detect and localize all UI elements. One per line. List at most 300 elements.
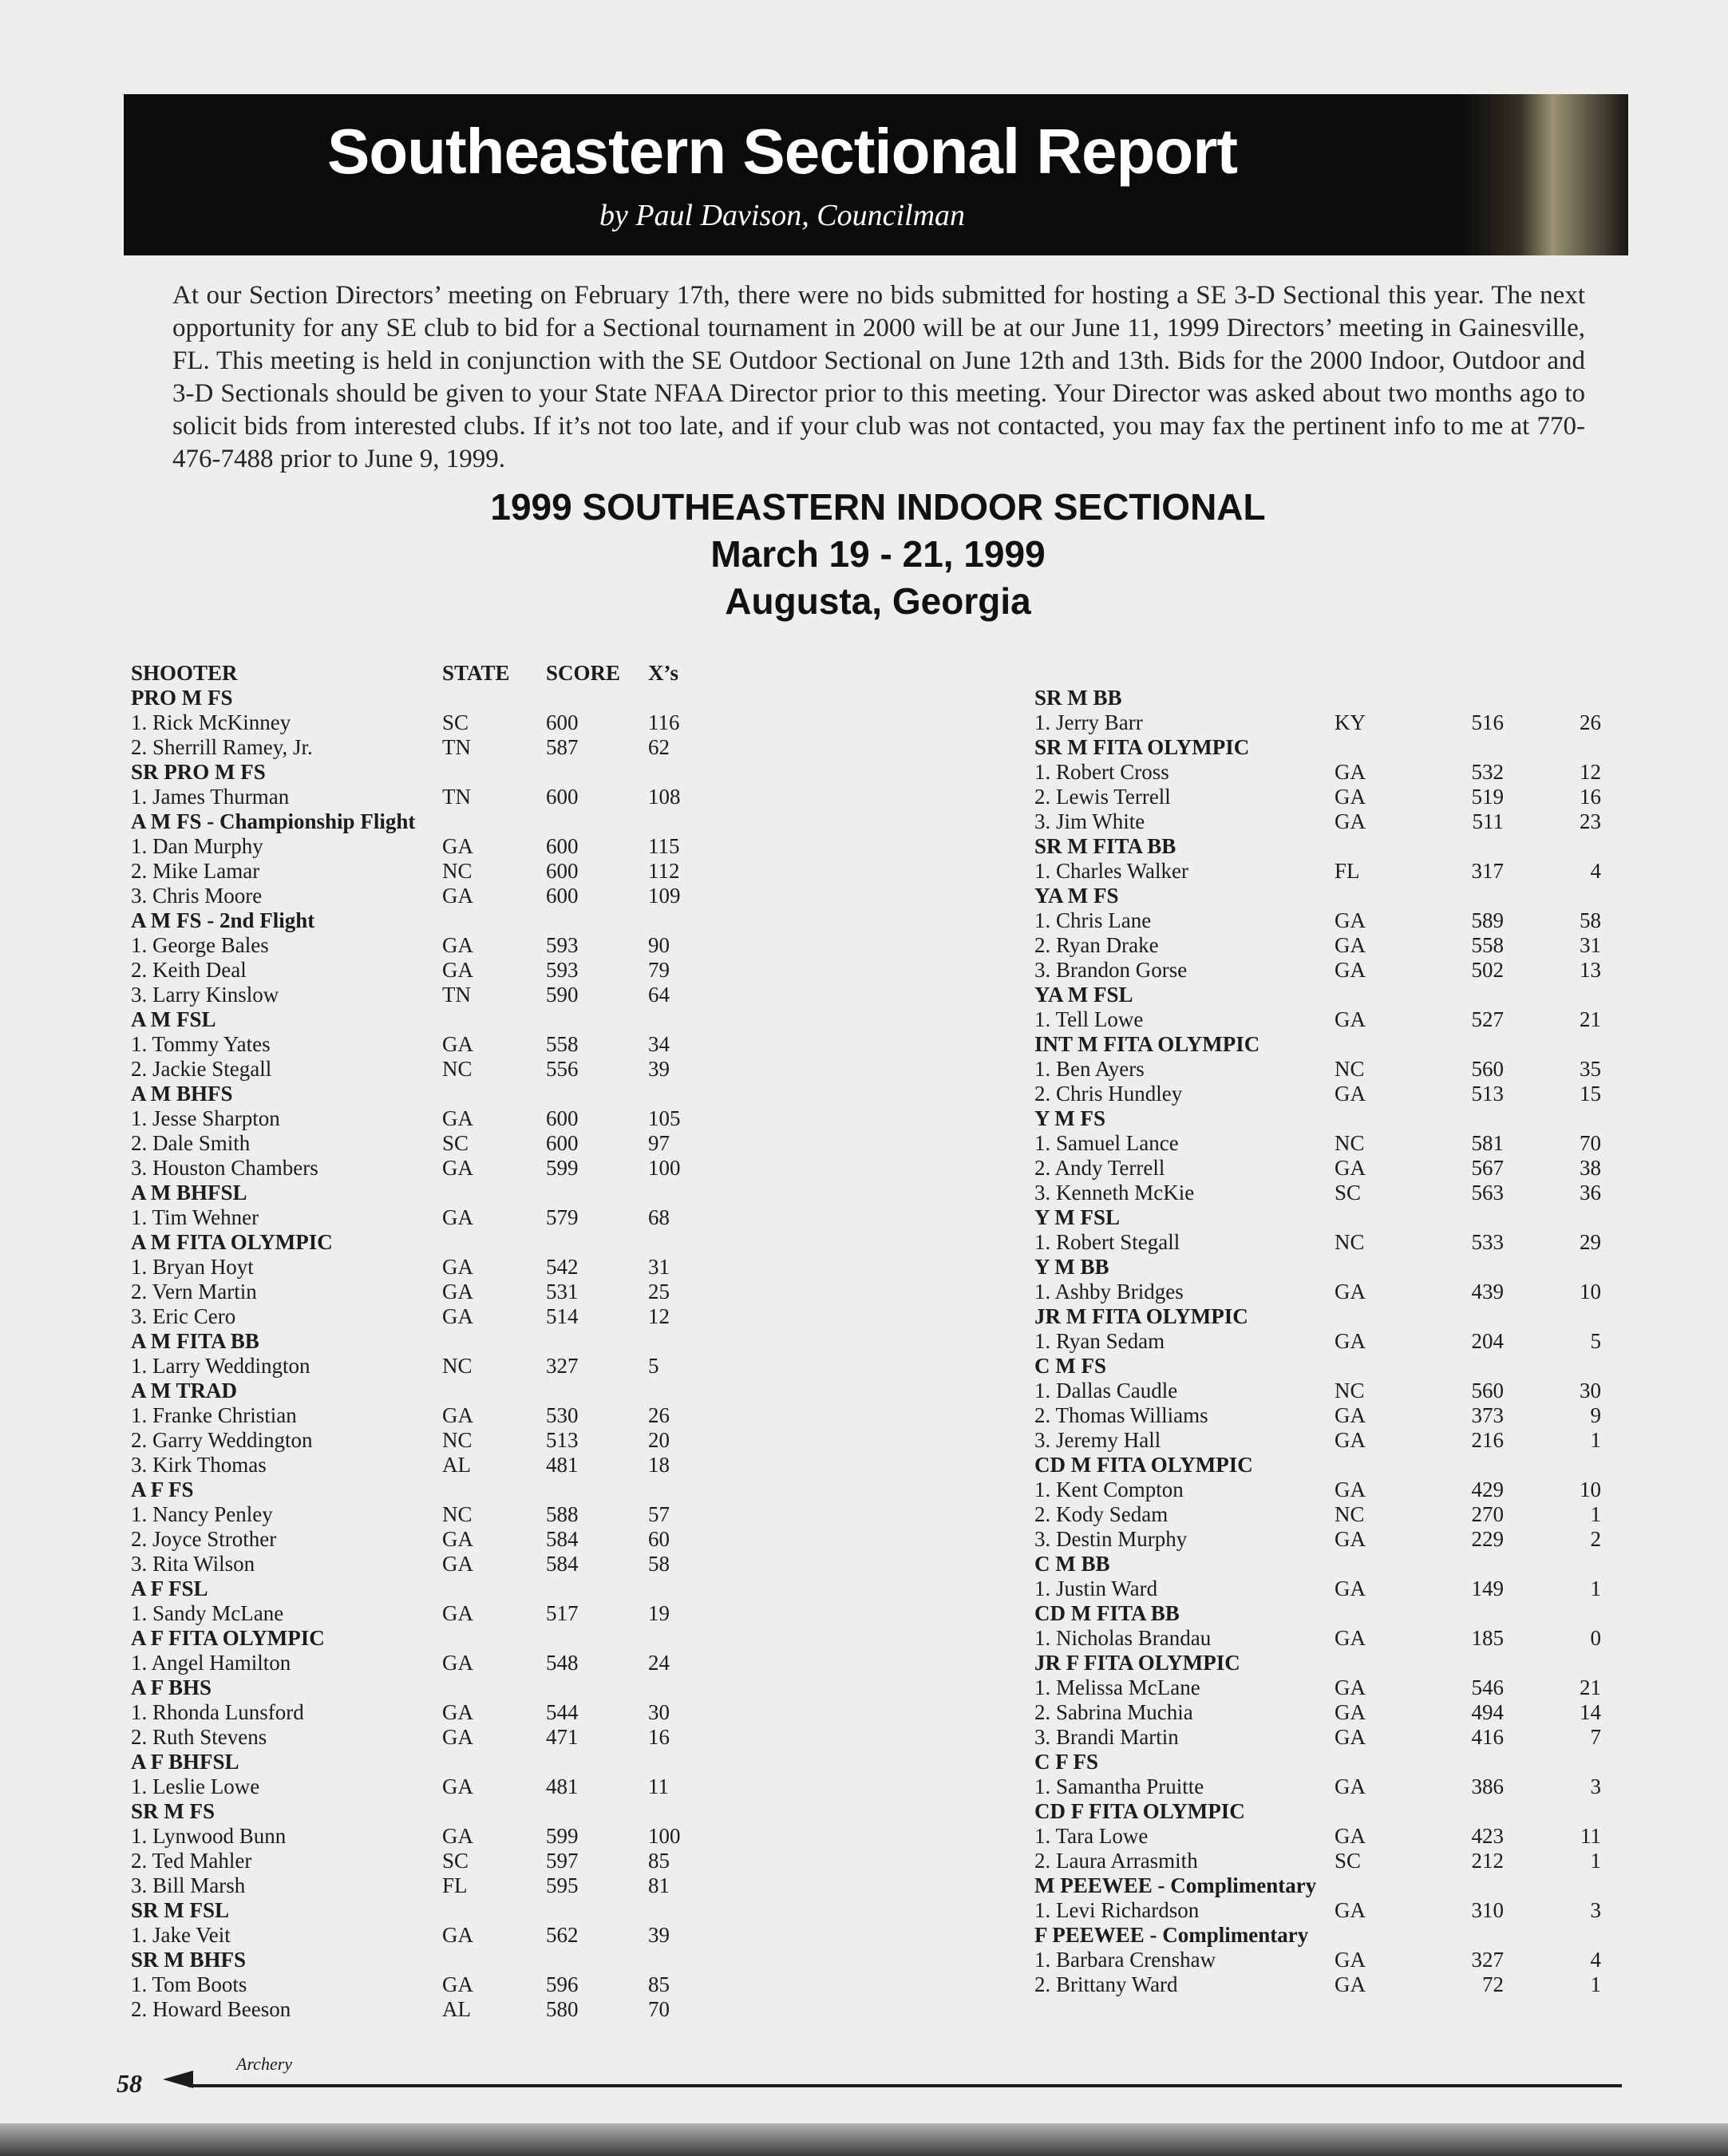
category-label: A M BHFSL (131, 1181, 247, 1205)
result-row (1034, 1403, 1601, 1428)
shooter-name: 1. Angel Hamilton (131, 1651, 291, 1675)
state-cell: GA (1335, 958, 1366, 982)
score-cell: 212 (1471, 1849, 1504, 1873)
category-heading (131, 1329, 722, 1354)
state-cell: GA (442, 1280, 473, 1303)
state-cell: GA (1335, 1898, 1366, 1922)
xs-cell: 2 (1590, 1527, 1601, 1551)
xs-cell: 116 (648, 710, 680, 734)
result-row (131, 1527, 722, 1552)
category-heading (131, 1799, 722, 1824)
state-cell: FL (1335, 859, 1360, 883)
xs-cell: 23 (1580, 809, 1601, 833)
page-number: 58 (117, 2069, 142, 2098)
banner-decoration (1461, 94, 1628, 255)
result-row (131, 983, 722, 1007)
xs-cell: 1 (1590, 1428, 1601, 1452)
xs-cell: 19 (648, 1601, 670, 1625)
state-cell: KY (1335, 710, 1366, 734)
shooter-name: 2. Thomas Williams (1034, 1403, 1208, 1427)
state-cell: GA (442, 1725, 473, 1749)
state-cell: GA (1335, 1576, 1366, 1600)
xs-cell: 60 (648, 1527, 670, 1551)
xs-cell: 9 (1590, 1403, 1601, 1427)
result-row (1034, 1329, 1601, 1354)
state-cell: NC (442, 1057, 473, 1081)
category-heading (1034, 983, 1593, 1007)
score-cell: 516 (1471, 710, 1504, 734)
result-row (131, 1873, 722, 1898)
category-label: Y M FSL (1034, 1205, 1120, 1229)
header-xs: X’s (648, 661, 678, 685)
score-cell: 386 (1471, 1774, 1504, 1798)
header-score: SCORE (546, 661, 621, 685)
xs-cell: 10 (1580, 1478, 1601, 1501)
state-cell: GA (1335, 1774, 1366, 1798)
xs-cell: 62 (648, 735, 670, 759)
score-cell: 317 (1471, 859, 1504, 883)
shooter-name: 3. Bill Marsh (131, 1873, 246, 1897)
shooter-name: 2. Keith Deal (131, 958, 247, 982)
state-cell: GA (1335, 1082, 1366, 1106)
xs-cell: 0 (1590, 1626, 1601, 1650)
score-cell: 533 (1471, 1230, 1504, 1254)
result-row (1034, 1725, 1601, 1750)
state-cell: GA (442, 1527, 473, 1551)
result-row (1034, 1428, 1601, 1453)
xs-cell: 1 (1590, 1502, 1601, 1526)
score-cell: 589 (1471, 908, 1504, 932)
category-heading (1034, 1651, 1593, 1675)
category-heading (1034, 1255, 1593, 1280)
shooter-name: 2. Brittany Ward (1034, 1972, 1178, 1996)
category-heading (1034, 1453, 1593, 1478)
category-heading (1034, 884, 1593, 908)
result-row (1034, 1948, 1601, 1972)
category-label: A M BHFS (131, 1082, 233, 1106)
shooter-name: 1. Charles Walker (1034, 859, 1189, 883)
score-cell: 600 (546, 834, 579, 858)
score-cell: 327 (546, 1354, 579, 1378)
score-cell: 494 (1471, 1700, 1504, 1724)
shooter-name: 3. Brandi Martin (1034, 1725, 1179, 1749)
shooter-name: 1. Samantha Pruitte (1034, 1774, 1204, 1798)
score-cell: 556 (546, 1057, 579, 1081)
shooter-name: 2. Lewis Terrell (1034, 785, 1171, 809)
score-cell: 204 (1471, 1329, 1504, 1353)
result-row (1034, 1478, 1601, 1502)
state-cell: GA (1335, 1675, 1366, 1699)
result-row (131, 1403, 722, 1428)
event-dates: March 19 - 21, 1999 (710, 533, 1046, 575)
xs-cell: 58 (1580, 908, 1601, 932)
category-heading (1034, 1552, 1593, 1576)
xs-cell: 58 (648, 1552, 670, 1576)
shooter-name: 2. Andy Terrell (1034, 1156, 1165, 1180)
category-label: A M TRAD (131, 1379, 238, 1402)
shooter-name: 1. Tara Lowe (1034, 1824, 1149, 1848)
score-cell: 310 (1471, 1898, 1504, 1922)
score-cell: 600 (546, 710, 579, 734)
xs-cell: 14 (1580, 1700, 1601, 1724)
score-cell: 530 (546, 1403, 579, 1427)
state-cell: GA (442, 1651, 473, 1675)
result-row (1034, 859, 1601, 884)
result-row (131, 1774, 722, 1799)
category-label: A F FS (131, 1478, 194, 1501)
category-heading (1034, 1304, 1593, 1329)
xs-cell: 1 (1590, 1576, 1601, 1600)
result-row (1034, 1280, 1601, 1304)
state-cell: NC (1335, 1057, 1365, 1081)
xs-cell: 108 (648, 785, 681, 809)
category-heading (131, 1948, 722, 1972)
score-cell: 532 (1471, 760, 1504, 784)
xs-cell: 15 (1580, 1082, 1601, 1106)
xs-cell: 112 (648, 859, 680, 883)
result-row (131, 1428, 722, 1453)
category-heading (1034, 686, 1593, 710)
score-cell: 229 (1471, 1527, 1504, 1551)
xs-cell: 21 (1580, 1007, 1601, 1031)
xs-cell: 24 (648, 1651, 670, 1675)
shooter-name: 3. Eric Cero (131, 1304, 236, 1328)
state-cell: GA (442, 933, 473, 957)
result-row (131, 1304, 722, 1329)
category-heading (1034, 735, 1593, 760)
shooter-name: 2. Garry Weddington (131, 1428, 313, 1452)
shooter-name: 2. Laura Arrasmith (1034, 1849, 1198, 1873)
shooter-name: 1. Tim Wehner (131, 1205, 259, 1229)
score-cell: 514 (546, 1304, 579, 1328)
category-label: A M FITA OLYMPIC (131, 1230, 333, 1254)
shooter-name: 1. Tom Boots (131, 1972, 247, 1996)
category-label: A F BHS (131, 1675, 212, 1699)
xs-cell: 26 (1580, 710, 1601, 734)
shooter-name: 1. Franke Christian (131, 1403, 297, 1427)
score-cell: 596 (546, 1972, 579, 1996)
xs-cell: 31 (1580, 933, 1601, 957)
state-cell: GA (442, 1106, 473, 1130)
state-cell: NC (1335, 1502, 1365, 1526)
xs-cell: 70 (1580, 1131, 1601, 1155)
result-row (131, 1106, 722, 1131)
xs-cell: 100 (648, 1824, 681, 1848)
xs-cell: 100 (648, 1156, 681, 1180)
magazine-name: Archery (236, 2054, 293, 2074)
shooter-name: 3. Houston Chambers (131, 1156, 318, 1180)
score-cell: 588 (546, 1502, 579, 1526)
shooter-name: 1. Rhonda Lunsford (131, 1700, 304, 1724)
event-location: Augusta, Georgia (725, 580, 1031, 622)
category-heading (131, 1675, 722, 1700)
shooter-name: 3. Kenneth McKie (1034, 1181, 1195, 1205)
result-row (131, 834, 722, 859)
shooter-name: 1. Nicholas Brandau (1034, 1626, 1212, 1650)
category-heading (131, 1576, 722, 1601)
state-cell: SC (1335, 1849, 1362, 1873)
result-row (131, 1131, 722, 1156)
shooter-name: 1. Rick McKinney (131, 710, 291, 734)
xs-cell: 115 (648, 834, 680, 858)
state-cell: AL (442, 1997, 471, 2021)
result-row (131, 710, 722, 735)
category-heading (131, 1007, 722, 1032)
shooter-name: 3. Jeremy Hall (1034, 1428, 1161, 1452)
xs-cell: 16 (1580, 785, 1601, 809)
shooter-name: 1. Ben Ayers (1034, 1057, 1145, 1081)
result-row (131, 1057, 722, 1082)
category-heading (131, 1478, 722, 1502)
xs-cell: 11 (648, 1774, 669, 1798)
state-cell: NC (442, 1428, 473, 1452)
xs-cell: 70 (648, 1997, 670, 2021)
shooter-name: 2. Chris Hundley (1034, 1082, 1183, 1106)
result-row (131, 1849, 722, 1873)
result-row (131, 1354, 722, 1379)
shooter-name: 1. Leslie Lowe (131, 1774, 260, 1798)
result-row (131, 1032, 722, 1057)
score-cell: 562 (546, 1923, 579, 1947)
result-row (1034, 809, 1601, 834)
state-cell: TN (442, 983, 471, 1007)
state-cell: GA (1335, 1280, 1366, 1303)
category-label: SR M BHFS (131, 1948, 247, 1972)
result-row (1034, 1230, 1601, 1255)
shooter-name: 2. Joyce Strother (131, 1527, 277, 1551)
state-cell: GA (1335, 1329, 1366, 1353)
result-row (1034, 760, 1601, 785)
state-cell: GA (442, 1700, 473, 1724)
shooter-name: 1. Sandy McLane (131, 1601, 284, 1625)
score-cell: 563 (1471, 1181, 1504, 1205)
shooter-name: 2. Howard Beeson (131, 1997, 291, 2021)
shooter-name: 1. Levi Richardson (1034, 1898, 1200, 1922)
score-cell: 544 (546, 1700, 579, 1724)
state-cell: GA (442, 834, 473, 858)
state-cell: GA (442, 1255, 473, 1279)
shooter-name: 1. Barbara Crenshaw (1034, 1948, 1216, 1972)
category-label: PRO M FS (131, 686, 233, 710)
result-row (1034, 1774, 1601, 1799)
shooter-name: 1. Jake Veit (131, 1923, 231, 1947)
byline: by Paul Davison, Councilman (599, 199, 966, 232)
shooter-name: 1. Dallas Caudle (1034, 1379, 1178, 1402)
xs-cell: 12 (648, 1304, 670, 1328)
state-cell: NC (1335, 1131, 1365, 1155)
xs-cell: 79 (648, 958, 670, 982)
state-cell: GA (1335, 1948, 1366, 1972)
result-row (1034, 1007, 1601, 1032)
state-cell: GA (442, 1403, 473, 1427)
score-cell: 502 (1471, 958, 1504, 982)
xs-cell: 5 (648, 1354, 659, 1378)
result-row (131, 735, 722, 760)
category-label: A F BHFSL (131, 1750, 239, 1774)
score-cell: 511 (1472, 809, 1504, 833)
state-cell: SC (442, 1131, 469, 1155)
score-cell: 600 (546, 1131, 579, 1155)
shooter-name: 2. Sabrina Muchia (1034, 1700, 1193, 1724)
score-cell: 600 (546, 859, 579, 883)
xs-cell: 36 (1580, 1181, 1601, 1205)
shooter-name: 2. Vern Martin (131, 1280, 257, 1303)
category-heading (131, 686, 722, 710)
state-cell: GA (442, 1205, 473, 1229)
xs-cell: 85 (648, 1972, 670, 1996)
category-heading (1034, 1354, 1593, 1379)
score-cell: 600 (546, 884, 579, 908)
score-cell: 327 (1471, 1948, 1504, 1972)
state-cell: GA (1335, 760, 1366, 784)
state-cell: GA (1335, 908, 1366, 932)
xs-cell: 25 (648, 1280, 670, 1303)
category-label: A M FITA BB (131, 1329, 259, 1353)
result-row (1034, 958, 1601, 983)
score-cell: 542 (546, 1255, 579, 1279)
category-heading (1034, 1750, 1593, 1774)
result-row (1034, 710, 1601, 735)
category-label: F PEEWEE - Complimentary (1034, 1923, 1309, 1947)
xs-cell: 81 (648, 1873, 670, 1897)
score-cell: 590 (546, 983, 579, 1007)
shooter-name: 2. Ryan Drake (1034, 933, 1159, 957)
xs-cell: 5 (1590, 1329, 1601, 1353)
score-cell: 593 (546, 933, 579, 957)
results-column-left (131, 661, 722, 2022)
result-row (1034, 1824, 1601, 1849)
state-cell: GA (442, 958, 473, 982)
category-label: SR M BB (1034, 686, 1122, 710)
category-label: SR PRO M FS (131, 760, 266, 784)
intro-paragraph: At our Section Directors’ meeting on February 17th, there were no bids submitted for hosting a SE 3-D Sectional this year. The next opportunity for any SE club to bid for a Sectional tournament in 2000 will be at our June 11, 1999 Directors’ meeting in Gainesville, FL. This meeting is held in conjunction with the SE Outdoor Sectional on June 12th and 13th. Bids for the 2000 Indoor, Outdoor and 3-D Sectionals should be given to your State NFAA Director prior to this meeting. Your Director was asked about two months ago to solicit bids from interested clubs. If it’s not too late, and if your club was not contacted, you may fax the pertinent info to me at 770-476-7488 prior to June 9, 1999. (172, 281, 1585, 473)
score-cell: 439 (1471, 1280, 1504, 1303)
state-cell: GA (1335, 1428, 1366, 1452)
score-cell: 481 (546, 1774, 579, 1798)
state-cell: GA (1335, 1156, 1366, 1180)
category-label: YA M FSL (1034, 983, 1133, 1007)
score-cell: 531 (546, 1280, 579, 1303)
result-row (131, 1552, 722, 1576)
xs-cell: 3 (1590, 1898, 1601, 1922)
category-label: C M FS (1034, 1354, 1106, 1378)
shooter-name: 2. Sherrill Ramey, Jr. (131, 735, 313, 759)
score-cell: 471 (546, 1725, 579, 1749)
shooter-name: 2. Dale Smith (131, 1131, 251, 1155)
category-label: SR M FITA BB (1034, 834, 1176, 858)
shooter-name: 1. Dan Murphy (131, 834, 263, 858)
shooter-name: 3. Kirk Thomas (131, 1453, 267, 1477)
shooter-name: 1. Tell Lowe (1034, 1007, 1144, 1031)
state-cell: GA (1335, 1626, 1366, 1650)
category-label: A M FS - Championship Flight (131, 809, 416, 833)
result-row (1034, 933, 1601, 958)
category-heading (1034, 1923, 1593, 1948)
score-cell: 270 (1471, 1502, 1504, 1526)
state-cell: GA (1335, 785, 1366, 809)
result-row (131, 1923, 722, 1948)
score-cell: 527 (1471, 1007, 1504, 1031)
state-cell: AL (442, 1453, 471, 1477)
category-label: SR M FS (131, 1799, 216, 1823)
result-row (131, 1502, 722, 1527)
category-heading (131, 1750, 722, 1774)
result-row (131, 1700, 722, 1725)
state-cell: SC (442, 710, 469, 734)
footer-rule (188, 2084, 1622, 2087)
xs-cell: 105 (648, 1106, 681, 1130)
shooter-name: 2. Ruth Stevens (131, 1725, 267, 1749)
score-cell: 558 (546, 1032, 579, 1056)
xs-cell: 31 (648, 1255, 670, 1279)
shooter-name: 3. Jim White (1034, 809, 1145, 833)
state-cell: NC (442, 1502, 473, 1526)
category-label: Y M FS (1034, 1106, 1105, 1130)
shooter-name: 1. Kent Compton (1034, 1478, 1184, 1501)
state-cell: GA (1335, 1700, 1366, 1724)
score-cell: 581 (1471, 1131, 1504, 1155)
state-cell: TN (442, 735, 471, 759)
shooter-name: 3. Larry Kinslow (131, 983, 279, 1007)
score-cell: 513 (546, 1428, 579, 1452)
state-cell: GA (442, 1304, 473, 1328)
score-cell: 416 (1471, 1725, 1504, 1749)
result-row (131, 1651, 722, 1675)
result-row (1034, 1675, 1601, 1700)
shooter-name: 3. Brandon Gorse (1034, 958, 1188, 982)
xs-cell: 30 (648, 1700, 670, 1724)
shooter-name: 2. Mike Lamar (131, 859, 260, 883)
shooter-name: 1. Lynwood Bunn (131, 1824, 287, 1848)
category-label: JR M FITA OLYMPIC (1034, 1304, 1248, 1328)
result-row (1034, 1849, 1601, 1873)
score-cell: 567 (1471, 1156, 1504, 1180)
xs-cell: 39 (648, 1923, 670, 1947)
score-cell: 599 (546, 1824, 579, 1848)
result-row (1034, 1576, 1601, 1601)
result-row (1034, 1156, 1601, 1181)
result-row (131, 1824, 722, 1849)
xs-cell: 20 (648, 1428, 670, 1452)
score-cell: 548 (546, 1651, 579, 1675)
category-label: CD M FITA BB (1034, 1601, 1180, 1625)
category-label: Y M BB (1034, 1255, 1109, 1279)
state-cell: GA (442, 1774, 473, 1798)
state-cell: NC (1335, 1379, 1365, 1402)
shooter-name: 2. Kody Sedam (1034, 1502, 1168, 1526)
xs-cell: 4 (1590, 859, 1601, 883)
category-label: A F FITA OLYMPIC (131, 1626, 325, 1650)
xs-cell: 85 (648, 1849, 670, 1873)
result-row (131, 933, 722, 958)
shooter-name: 1. Bryan Hoyt (131, 1255, 254, 1279)
score-cell: 600 (546, 1106, 579, 1130)
shooter-name: 1. Larry Weddington (131, 1354, 310, 1378)
score-cell: 599 (546, 1156, 579, 1180)
score-cell: 517 (546, 1601, 579, 1625)
state-cell: GA (1335, 1725, 1366, 1749)
category-heading (131, 1181, 722, 1205)
page-title: Southeastern Sectional Report (326, 116, 1238, 187)
score-cell: 185 (1471, 1626, 1504, 1650)
xs-cell: 57 (648, 1502, 670, 1526)
category-heading (131, 1230, 722, 1255)
xs-cell: 38 (1580, 1156, 1601, 1180)
category-heading (131, 809, 722, 834)
result-row (1034, 1379, 1601, 1403)
xs-cell: 4 (1590, 1948, 1601, 1972)
score-cell: 216 (1471, 1428, 1504, 1452)
